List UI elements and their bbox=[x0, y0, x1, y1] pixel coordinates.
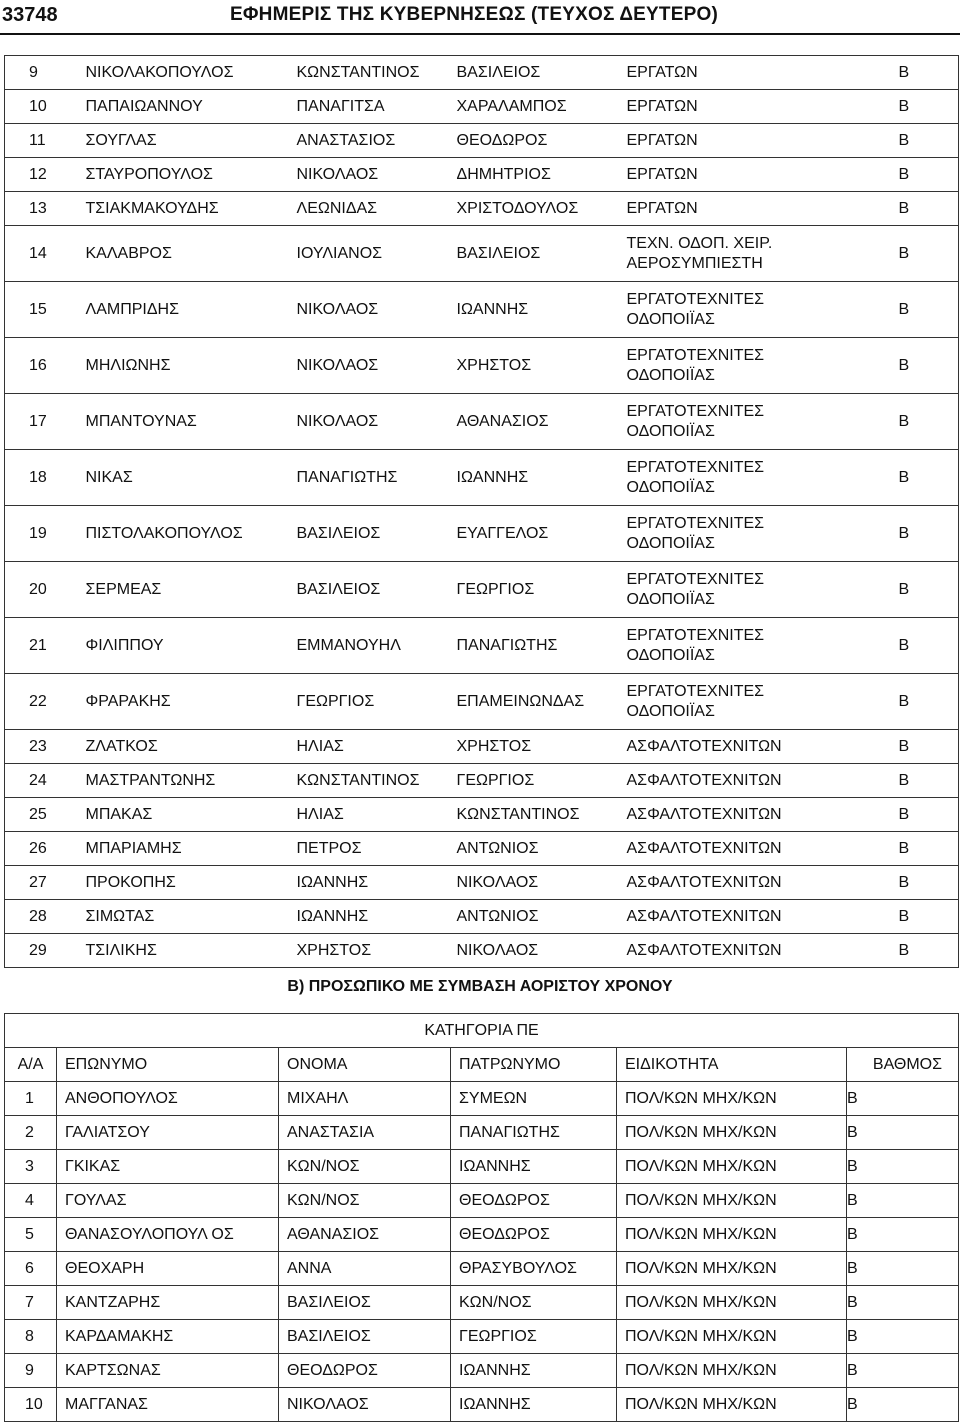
row-number: 10 bbox=[5, 90, 79, 124]
row-number: 22 bbox=[5, 674, 79, 730]
father-name: ΓΕΩΡΓΙΟΣ bbox=[451, 1320, 617, 1354]
grade: Β bbox=[899, 90, 959, 124]
specialty-line: ΑΣΦΑΛΤΟΤΕΧΝΙΤΩΝ bbox=[626, 737, 782, 755]
grade: Β bbox=[899, 832, 959, 866]
first-name: ΝΙΚΟΛΑΟΣ bbox=[297, 338, 457, 394]
row-number: 1 bbox=[5, 1082, 57, 1116]
specialty-line-2: ΟΔΟΠΟΙΪΑΣ bbox=[626, 702, 715, 720]
specialty-line: ΕΡΓΑΤΟΤΕΧΝΙΤΕΣ bbox=[626, 682, 765, 700]
grade: Β bbox=[847, 1286, 959, 1320]
specialty: ΠΟΛ/ΚΩΝ ΜΗΧ/ΚΩΝ bbox=[617, 1388, 847, 1422]
specialty-line: ΕΡΓΑΤΟΤΕΧΝΙΤΕΣ bbox=[626, 402, 765, 420]
grade: Β bbox=[899, 282, 959, 338]
first-name: ΜΙΧΑΗΛ bbox=[279, 1082, 451, 1116]
table-row bbox=[5, 450, 959, 506]
grade: Β bbox=[899, 618, 959, 674]
row-number: 2 bbox=[5, 1116, 57, 1150]
father-name: ΣΥΜΕΩΝ bbox=[451, 1082, 617, 1116]
table-row bbox=[5, 674, 959, 730]
row-number: 6 bbox=[5, 1252, 57, 1286]
father-name: ΧΡΙΣΤΟΔΟΥΛΟΣ bbox=[457, 192, 627, 226]
specialty-line: ΑΣΦΑΛΤΟΤΕΧΝΙΤΩΝ bbox=[626, 839, 782, 857]
first-name: ΑΝΑΣΤΑΣΙΑ bbox=[279, 1116, 451, 1150]
first-name: ΚΩΝΣΤΑΝΤΙΝΟΣ bbox=[297, 764, 457, 798]
surname: ΚΑΡΔΑΜΑΚΗΣ bbox=[57, 1320, 279, 1354]
table-row bbox=[5, 900, 959, 934]
surname: ΠΙΣΤΟΛΑΚΟΠΟΥΛΟΣ bbox=[79, 506, 297, 562]
row-number: 26 bbox=[5, 832, 79, 866]
father-name: ΚΩΝΣΤΑΝΤΙΝΟΣ bbox=[457, 798, 627, 832]
specialty-line: ΕΡΓΑΤΩΝ bbox=[626, 199, 698, 217]
grade: Β bbox=[899, 56, 959, 90]
first-name: ΝΙΚΟΛΑΟΣ bbox=[279, 1388, 451, 1422]
father-name: ΔΗΜΗΤΡΙΟΣ bbox=[457, 158, 627, 192]
first-name: ΗΛΙΑΣ bbox=[297, 798, 457, 832]
table-row bbox=[5, 90, 959, 124]
grade: Β bbox=[847, 1116, 959, 1150]
specialty-line: ΕΡΓΑΤΟΤΕΧΝΙΤΕΣ bbox=[626, 290, 765, 308]
father-name: ΘΕΟΔΩΡΟΣ bbox=[457, 124, 627, 158]
specialty-line: ΑΣΦΑΛΤΟΤΕΧΝΙΤΩΝ bbox=[626, 771, 782, 789]
father-name: ΙΩΑΝΝΗΣ bbox=[457, 450, 627, 506]
specialty-line-2: ΟΔΟΠΟΙΪΑΣ bbox=[626, 366, 715, 384]
first-name: ΑΝΑΣΤΑΣΙΟΣ bbox=[297, 124, 457, 158]
first-name: ΠΑΝΑΓΙΤΣΑ bbox=[297, 90, 457, 124]
specialty bbox=[627, 192, 899, 226]
father-name: ΙΩΑΝΝΗΣ bbox=[457, 282, 627, 338]
first-name: ΑΝΝΑ bbox=[279, 1252, 451, 1286]
father-name: ΘΕΟΔΩΡΟΣ bbox=[451, 1218, 617, 1252]
grade: Β bbox=[899, 798, 959, 832]
specialty bbox=[627, 394, 899, 450]
table-row bbox=[5, 1218, 959, 1252]
specialty-line: ΕΡΓΑΤΩΝ bbox=[626, 97, 698, 115]
father-name: ΕΥΑΓΓΕΛΟΣ bbox=[457, 506, 627, 562]
grade: Β bbox=[899, 562, 959, 618]
permanent-staff-table bbox=[4, 1013, 959, 1422]
specialty-line: ΑΣΦΑΛΤΟΤΕΧΝΙΤΩΝ bbox=[626, 941, 782, 959]
father-name: ΑΝΤΩΝΙΟΣ bbox=[457, 832, 627, 866]
surname: ΚΑΝΤΖΑΡΗΣ bbox=[57, 1286, 279, 1320]
first-name: ΝΙΚΟΛΑΟΣ bbox=[297, 158, 457, 192]
specialty-line: ΕΡΓΑΤΩΝ bbox=[626, 165, 698, 183]
surname: ΜΑΣΤΡΑΝΤΩΝΗΣ bbox=[79, 764, 297, 798]
grade: Β bbox=[847, 1388, 959, 1422]
grade: Β bbox=[899, 450, 959, 506]
father-name: ΝΙΚΟΛΑΟΣ bbox=[457, 934, 627, 968]
surname: ΓΚΙΚΑΣ bbox=[57, 1150, 279, 1184]
table-row bbox=[5, 394, 959, 450]
surname: ΠΑΠΑΙΩΑΝΝΟΥ bbox=[79, 90, 297, 124]
father-name: ΙΩΑΝΝΗΣ bbox=[451, 1150, 617, 1184]
row-number: 18 bbox=[5, 450, 79, 506]
surname: ΤΣΙΑΚΜΑΚΟΥΔΗΣ bbox=[79, 192, 297, 226]
row-number: 7 bbox=[5, 1286, 57, 1320]
surname: ΑΝΘΟΠΟΥΛΟΣ bbox=[57, 1082, 279, 1116]
row-number: 29 bbox=[5, 934, 79, 968]
specialty bbox=[627, 934, 899, 968]
specialty bbox=[627, 90, 899, 124]
grade: Β bbox=[847, 1218, 959, 1252]
grade: Β bbox=[847, 1320, 959, 1354]
first-name: ΝΙΚΟΛΑΟΣ bbox=[297, 394, 457, 450]
surname: ΜΑΓΓΑΝΑΣ bbox=[57, 1388, 279, 1422]
specialty: ΠΟΛ/ΚΩΝ ΜΗΧ/ΚΩΝ bbox=[617, 1354, 847, 1388]
table-row bbox=[5, 764, 959, 798]
first-name: ΧΡΗΣΤΟΣ bbox=[297, 934, 457, 968]
header-rule bbox=[0, 33, 960, 35]
grade: Β bbox=[847, 1082, 959, 1116]
surname: ΣΙΜΩΤΑΣ bbox=[79, 900, 297, 934]
specialty: ΠΟΛ/ΚΩΝ ΜΗΧ/ΚΩΝ bbox=[617, 1218, 847, 1252]
header-aa: Α/Α bbox=[5, 1048, 57, 1082]
specialty-line: ΑΣΦΑΛΤΟΤΕΧΝΙΤΩΝ bbox=[626, 805, 782, 823]
grade: Β bbox=[899, 730, 959, 764]
father-name: ΧΡΗΣΤΟΣ bbox=[457, 338, 627, 394]
table-row bbox=[5, 56, 959, 90]
specialty bbox=[627, 866, 899, 900]
grade: Β bbox=[899, 674, 959, 730]
row-number: 8 bbox=[5, 1320, 57, 1354]
table-row bbox=[5, 618, 959, 674]
header-specialty: ΕΙΔΙΚΟΤΗΤΑ bbox=[617, 1048, 847, 1082]
grade: Β bbox=[899, 158, 959, 192]
table-row bbox=[5, 1252, 959, 1286]
first-name: ΝΙΚΟΛΑΟΣ bbox=[297, 282, 457, 338]
first-name: ΚΩΝ/ΝΟΣ bbox=[279, 1184, 451, 1218]
row-number: 13 bbox=[5, 192, 79, 226]
first-name: ΙΩΑΝΝΗΣ bbox=[297, 866, 457, 900]
first-name: ΛΕΩΝΙΔΑΣ bbox=[297, 192, 457, 226]
first-name: ΠΕΤΡΟΣ bbox=[297, 832, 457, 866]
specialty bbox=[627, 506, 899, 562]
specialty-line-2: ΑΕΡΟΣΥΜΠΙΕΣΤΗ bbox=[626, 254, 763, 272]
father-name: ΙΩΑΝΝΗΣ bbox=[451, 1354, 617, 1388]
table-row bbox=[5, 1150, 959, 1184]
specialty bbox=[627, 674, 899, 730]
surname: ΣΤΑΥΡΟΠΟΥΛΟΣ bbox=[79, 158, 297, 192]
category-label: ΚΑΤΗΓΟΡΙΑ ΠΕ bbox=[5, 1014, 959, 1048]
row-number: 10 bbox=[5, 1388, 57, 1422]
surname: ΜΠΑΝΤΟΥΝΑΣ bbox=[79, 394, 297, 450]
specialty-line: ΕΡΓΑΤΩΝ bbox=[626, 63, 698, 81]
table-row bbox=[5, 798, 959, 832]
surname: ΣΟΥΓΛΑΣ bbox=[79, 124, 297, 158]
specialty bbox=[627, 56, 899, 90]
father-name: ΘΕΟΔΩΡΟΣ bbox=[451, 1184, 617, 1218]
father-name: ΕΠΑΜΕΙΝΩΝΔΑΣ bbox=[457, 674, 627, 730]
row-number: 3 bbox=[5, 1150, 57, 1184]
header-surname: ΕΠΩΝΥΜΟ bbox=[57, 1048, 279, 1082]
table-row bbox=[5, 866, 959, 900]
specialty bbox=[627, 562, 899, 618]
specialty: ΠΟΛ/ΚΩΝ ΜΗΧ/ΚΩΝ bbox=[617, 1082, 847, 1116]
row-number: 16 bbox=[5, 338, 79, 394]
father-name: ΘΡΑΣΥΒΟΥΛΟΣ bbox=[451, 1252, 617, 1286]
specialty bbox=[627, 900, 899, 934]
father-name: ΑΘΑΝΑΣΙΟΣ bbox=[457, 394, 627, 450]
father-name: ΝΙΚΟΛΑΟΣ bbox=[457, 866, 627, 900]
surname: ΚΑΡΤΣΩΝΑΣ bbox=[57, 1354, 279, 1388]
row-number: 11 bbox=[5, 124, 79, 158]
specialty: ΠΟΛ/ΚΩΝ ΜΗΧ/ΚΩΝ bbox=[617, 1184, 847, 1218]
row-number: 25 bbox=[5, 798, 79, 832]
surname: ΖΛΑΤΚΟΣ bbox=[79, 730, 297, 764]
specialty-line-2: ΟΔΟΠΟΙΪΑΣ bbox=[626, 590, 715, 608]
table-row bbox=[5, 338, 959, 394]
row-number: 4 bbox=[5, 1184, 57, 1218]
specialty bbox=[627, 450, 899, 506]
row-number: 21 bbox=[5, 618, 79, 674]
specialty bbox=[627, 832, 899, 866]
specialty-line: ΕΡΓΑΤΟΤΕΧΝΙΤΕΣ bbox=[626, 570, 765, 588]
specialty bbox=[627, 124, 899, 158]
specialty bbox=[627, 282, 899, 338]
surname: ΓΑΛΙΑΤΣΟΥ bbox=[57, 1116, 279, 1150]
surname: ΜΗΛΙΩΝΗΣ bbox=[79, 338, 297, 394]
father-name: ΧΑΡΑΛΑΜΠΟΣ bbox=[457, 90, 627, 124]
father-name: ΒΑΣΙΛΕΙΟΣ bbox=[457, 226, 627, 282]
row-number: 19 bbox=[5, 506, 79, 562]
father-name: ΓΕΩΡΓΙΟΣ bbox=[457, 562, 627, 618]
grade: Β bbox=[899, 506, 959, 562]
specialty bbox=[627, 730, 899, 764]
grade: Β bbox=[899, 900, 959, 934]
table-row bbox=[5, 1286, 959, 1320]
specialty-line-2: ΟΔΟΠΟΙΪΑΣ bbox=[626, 478, 715, 496]
specialty-line: ΑΣΦΑΛΤΟΤΕΧΝΙΤΩΝ bbox=[626, 907, 782, 925]
grade: Β bbox=[899, 226, 959, 282]
table-row bbox=[5, 1388, 959, 1422]
row-number: 15 bbox=[5, 282, 79, 338]
first-name: ΠΑΝΑΓΙΩΤΗΣ bbox=[297, 450, 457, 506]
specialty-line-2: ΟΔΟΠΟΙΪΑΣ bbox=[626, 646, 715, 664]
table-row bbox=[5, 1116, 959, 1150]
first-name: ΑΘΑΝΑΣΙΟΣ bbox=[279, 1218, 451, 1252]
row-number: 20 bbox=[5, 562, 79, 618]
page-number: 33748 bbox=[2, 4, 58, 26]
specialty-line-2: ΟΔΟΠΟΙΪΑΣ bbox=[626, 310, 715, 328]
first-name: ΕΜΜΑΝΟΥΗΛ bbox=[297, 618, 457, 674]
section-title: Β) ΠΡΟΣΩΠΙΚΟ ΜΕ ΣΥΜΒΑΣΗ ΑΟΡΙΣΤΟΥ ΧΡΟΝΟΥ bbox=[287, 978, 673, 995]
father-name: ΑΝΤΩΝΙΟΣ bbox=[457, 900, 627, 934]
father-name: ΠΑΝΑΓΙΩΤΗΣ bbox=[457, 618, 627, 674]
surname: ΤΣΙΛΙΚΗΣ bbox=[79, 934, 297, 968]
grade: Β bbox=[899, 764, 959, 798]
table-row bbox=[5, 562, 959, 618]
header-name: ΟΝΟΜΑ bbox=[279, 1048, 451, 1082]
specialty bbox=[627, 338, 899, 394]
father-name: ΧΡΗΣΤΟΣ bbox=[457, 730, 627, 764]
specialty-line: ΑΣΦΑΛΤΟΤΕΧΝΙΤΩΝ bbox=[626, 873, 782, 891]
table-row bbox=[5, 934, 959, 968]
surname: ΚΑΛΑΒΡΟΣ bbox=[79, 226, 297, 282]
surname: ΣΕΡΜΕΑΣ bbox=[79, 562, 297, 618]
surname: ΘΑΝΑΣΟΥΛΟΠΟΥΛ ΟΣ bbox=[57, 1218, 279, 1252]
table-row bbox=[5, 124, 959, 158]
row-number: 9 bbox=[5, 56, 79, 90]
row-number: 12 bbox=[5, 158, 79, 192]
specialty-line-2: ΟΔΟΠΟΙΪΑΣ bbox=[626, 534, 715, 552]
specialty-line: ΕΡΓΑΤΟΤΕΧΝΙΤΕΣ bbox=[626, 626, 765, 644]
table-row bbox=[5, 730, 959, 764]
table-row bbox=[5, 1184, 959, 1218]
father-name: ΠΑΝΑΓΙΩΤΗΣ bbox=[451, 1116, 617, 1150]
surname: ΘΕΟΧΑΡΗ bbox=[57, 1252, 279, 1286]
specialty bbox=[627, 158, 899, 192]
row-number: 28 bbox=[5, 900, 79, 934]
table-row bbox=[5, 282, 959, 338]
table-row bbox=[5, 158, 959, 192]
gazette-title: ΕΦΗΜΕΡΙΣ ΤΗΣ ΚΥΒΕΡΝΗΣΕΩΣ (ΤΕΥΧΟΣ ΔΕΥΤΕΡΟ) bbox=[230, 4, 718, 25]
first-name: ΒΑΣΙΛΕΙΟΣ bbox=[297, 562, 457, 618]
table-row bbox=[5, 1082, 959, 1116]
row-number: 9 bbox=[5, 1354, 57, 1388]
first-name: ΗΛΙΑΣ bbox=[297, 730, 457, 764]
surname: ΓΟΥΛΑΣ bbox=[57, 1184, 279, 1218]
table-row bbox=[5, 226, 959, 282]
first-name: ΒΑΣΙΛΕΙΟΣ bbox=[279, 1320, 451, 1354]
row-number: 14 bbox=[5, 226, 79, 282]
table-row bbox=[5, 1354, 959, 1388]
first-name: ΓΕΩΡΓΙΟΣ bbox=[297, 674, 457, 730]
grade: Β bbox=[899, 866, 959, 900]
row-number: 24 bbox=[5, 764, 79, 798]
staff-table-continued bbox=[4, 55, 959, 968]
surname: ΛΑΜΠΡΙΔΗΣ bbox=[79, 282, 297, 338]
row-number: 27 bbox=[5, 866, 79, 900]
specialty bbox=[627, 764, 899, 798]
first-name: ΙΩΑΝΝΗΣ bbox=[297, 900, 457, 934]
surname: ΜΠΑΡΙΑΜΗΣ bbox=[79, 832, 297, 866]
specialty: ΠΟΛ/ΚΩΝ ΜΗΧ/ΚΩΝ bbox=[617, 1286, 847, 1320]
surname: ΝΙΚΟΛΑΚΟΠΟΥΛΟΣ bbox=[79, 56, 297, 90]
first-name: ΒΑΣΙΛΕΙΟΣ bbox=[279, 1286, 451, 1320]
first-name: ΘΕΟΔΩΡΟΣ bbox=[279, 1354, 451, 1388]
table-row bbox=[5, 1320, 959, 1354]
surname: ΜΠΑΚΑΣ bbox=[79, 798, 297, 832]
table-row bbox=[5, 832, 959, 866]
surname: ΝΙΚΑΣ bbox=[79, 450, 297, 506]
row-number: 5 bbox=[5, 1218, 57, 1252]
specialty-line: ΕΡΓΑΤΟΤΕΧΝΙΤΕΣ bbox=[626, 514, 765, 532]
grade: Β bbox=[899, 338, 959, 394]
grade: Β bbox=[899, 192, 959, 226]
specialty: ΠΟΛ/ΚΩΝ ΜΗΧ/ΚΩΝ bbox=[617, 1116, 847, 1150]
specialty-line-2: ΟΔΟΠΟΙΪΑΣ bbox=[626, 422, 715, 440]
grade: Β bbox=[899, 934, 959, 968]
first-name: ΒΑΣΙΛΕΙΟΣ bbox=[297, 506, 457, 562]
surname: ΠΡΟΚΟΠΗΣ bbox=[79, 866, 297, 900]
father-name: ΙΩΑΝΝΗΣ bbox=[451, 1388, 617, 1422]
grade: Β bbox=[847, 1184, 959, 1218]
father-name: ΒΑΣΙΛΕΙΟΣ bbox=[457, 56, 627, 90]
table-row bbox=[5, 192, 959, 226]
father-name: ΓΕΩΡΓΙΟΣ bbox=[457, 764, 627, 798]
specialty: ΠΟΛ/ΚΩΝ ΜΗΧ/ΚΩΝ bbox=[617, 1320, 847, 1354]
row-number: 17 bbox=[5, 394, 79, 450]
grade: Β bbox=[847, 1252, 959, 1286]
father-name: ΚΩΝ/ΝΟΣ bbox=[451, 1286, 617, 1320]
row-number: 23 bbox=[5, 730, 79, 764]
specialty-line: ΕΡΓΑΤΩΝ bbox=[626, 131, 698, 149]
first-name: ΙΟΥΛΙΑΝΟΣ bbox=[297, 226, 457, 282]
surname: ΦΡΑΡΑΚΗΣ bbox=[79, 674, 297, 730]
header-row bbox=[5, 1048, 959, 1082]
grade: Β bbox=[847, 1354, 959, 1388]
specialty-line: ΕΡΓΑΤΟΤΕΧΝΙΤΕΣ bbox=[626, 458, 765, 476]
specialty-line: ΕΡΓΑΤΟΤΕΧΝΙΤΕΣ bbox=[626, 346, 765, 364]
category-row bbox=[5, 1014, 959, 1048]
specialty: ΠΟΛ/ΚΩΝ ΜΗΧ/ΚΩΝ bbox=[617, 1252, 847, 1286]
header-father: ΠΑΤΡΩΝΥΜΟ bbox=[451, 1048, 617, 1082]
header-grade: ΒΑΘΜΟΣ bbox=[847, 1048, 959, 1082]
grade: Β bbox=[899, 124, 959, 158]
specialty bbox=[627, 618, 899, 674]
specialty-line: ΤΕΧΝ. ΟΔΟΠ. ΧΕΙΡ. bbox=[626, 234, 773, 252]
table-row bbox=[5, 506, 959, 562]
specialty: ΠΟΛ/ΚΩΝ ΜΗΧ/ΚΩΝ bbox=[617, 1150, 847, 1184]
grade: Β bbox=[899, 394, 959, 450]
specialty bbox=[627, 798, 899, 832]
specialty bbox=[627, 226, 899, 282]
first-name: ΚΩΝ/ΝΟΣ bbox=[279, 1150, 451, 1184]
surname: ΦΙΛΙΠΠΟΥ bbox=[79, 618, 297, 674]
grade: Β bbox=[847, 1150, 959, 1184]
first-name: ΚΩΝΣΤΑΝΤΙΝΟΣ bbox=[297, 56, 457, 90]
page-header bbox=[0, 0, 960, 38]
